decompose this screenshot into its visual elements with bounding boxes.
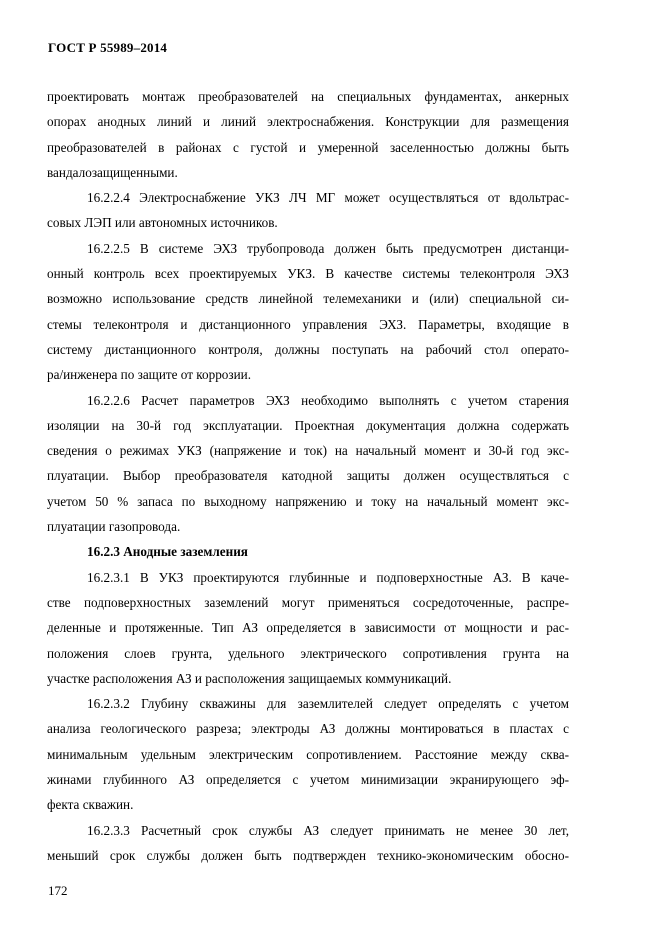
text-line: вандалозащищенными. xyxy=(47,164,178,180)
text-line: положения слоев грунта, удельного электрического сопротивления грунта на xyxy=(47,645,569,661)
text-line: онный контроль всех проектируемых УКЗ. В качестве системы телеконтроля ЭХЗ xyxy=(47,266,569,282)
document-header: ГОСТ Р 55989–2014 xyxy=(48,40,168,55)
text-line: плуатации. Выбор преобразователя катодной защиты должен осуществляться с xyxy=(47,468,569,484)
text-line: 16.2.3.1 В УКЗ проектируются глубинные и подповерхностные АЗ. В каче- xyxy=(87,569,569,585)
text-line: стемы телеконтроля и дистанционного управления ЭХЗ. Параметры, входящие в xyxy=(47,316,569,332)
body-text xyxy=(47,84,569,868)
text-line: сведения о режимах УКЗ (напряжение и ток) на начальный момент и 30-й год экс- xyxy=(47,443,569,459)
page-number: 172 xyxy=(48,883,68,898)
text-line: преобразователей в районах с густой и умеренной заселенностью должны быть xyxy=(47,139,569,155)
text-line: проектировать монтаж преобразователей на специальных фундаментах, анкерных xyxy=(47,89,569,104)
text-line: систему дистанционного контроля, должны поступать на рабочий стол операто- xyxy=(47,341,569,357)
text-line: плуатации газопровода. xyxy=(47,519,181,535)
text-line: 16.2.2.6 Расчет параметров ЭХЗ необходимо выполнять с учетом старения xyxy=(87,392,569,408)
text-line: учетом 50 % запаса по выходному напряжению и току на начальный момент экс- xyxy=(47,493,569,509)
text-line: 16.2.2.5 В системе ЭХЗ трубопровода должен быть предусмотрен дистанци- xyxy=(87,240,569,256)
text-line: жинами глубинного АЗ определяется с учетом минимизации экранирующего эф- xyxy=(47,772,569,788)
text-line: 16.2.3.3 Расчетный срок службы АЗ следует принимать не менее 30 лет, xyxy=(87,822,569,838)
text-line: анализа геологического разреза; электроды АЗ должны монтироваться в пластах с xyxy=(47,721,569,737)
text-line: ра/инженера по защите от коррозии. xyxy=(47,367,252,383)
text-line: фекта скважин. xyxy=(47,797,134,813)
text-line: 16.2.3.2 Глубину скважины для заземлителей следует определять с учетом xyxy=(87,696,569,712)
text-line: участке расположения АЗ и расположения защищаемых коммуникаций. xyxy=(47,670,452,686)
text-line: деленные и протяженные. Тип АЗ определяется в зависимости от мощности и рас- xyxy=(47,620,569,636)
text-line: опорах анодных линий и линий электроснабжения. Конструкции для размещения xyxy=(47,114,569,130)
text-line: возможно использование средств линейной телемеханики и (или) специальной си- xyxy=(47,291,569,307)
text-line: 16.2.2.4 Электроснабжение УКЗ ЛЧ МГ может осуществляться от вдольтрас- xyxy=(87,190,569,206)
text-line: меньший срок службы должен быть подтвержден технико-экономическим обосно- xyxy=(47,847,569,863)
text-line: изоляции на 30-й год эксплуатации. Проектная документация должна содержать xyxy=(47,417,569,433)
section-heading: 16.2.3 Анодные заземления xyxy=(87,544,248,560)
text-line: стве подповерхностных заземлений могут применяться сосредоточенные, распре- xyxy=(47,594,569,610)
text-line: совых ЛЭП или автономных источников. xyxy=(47,215,278,231)
text-line: минимальным удельным электрическим сопротивлением. Расстояние между сква- xyxy=(47,746,569,762)
